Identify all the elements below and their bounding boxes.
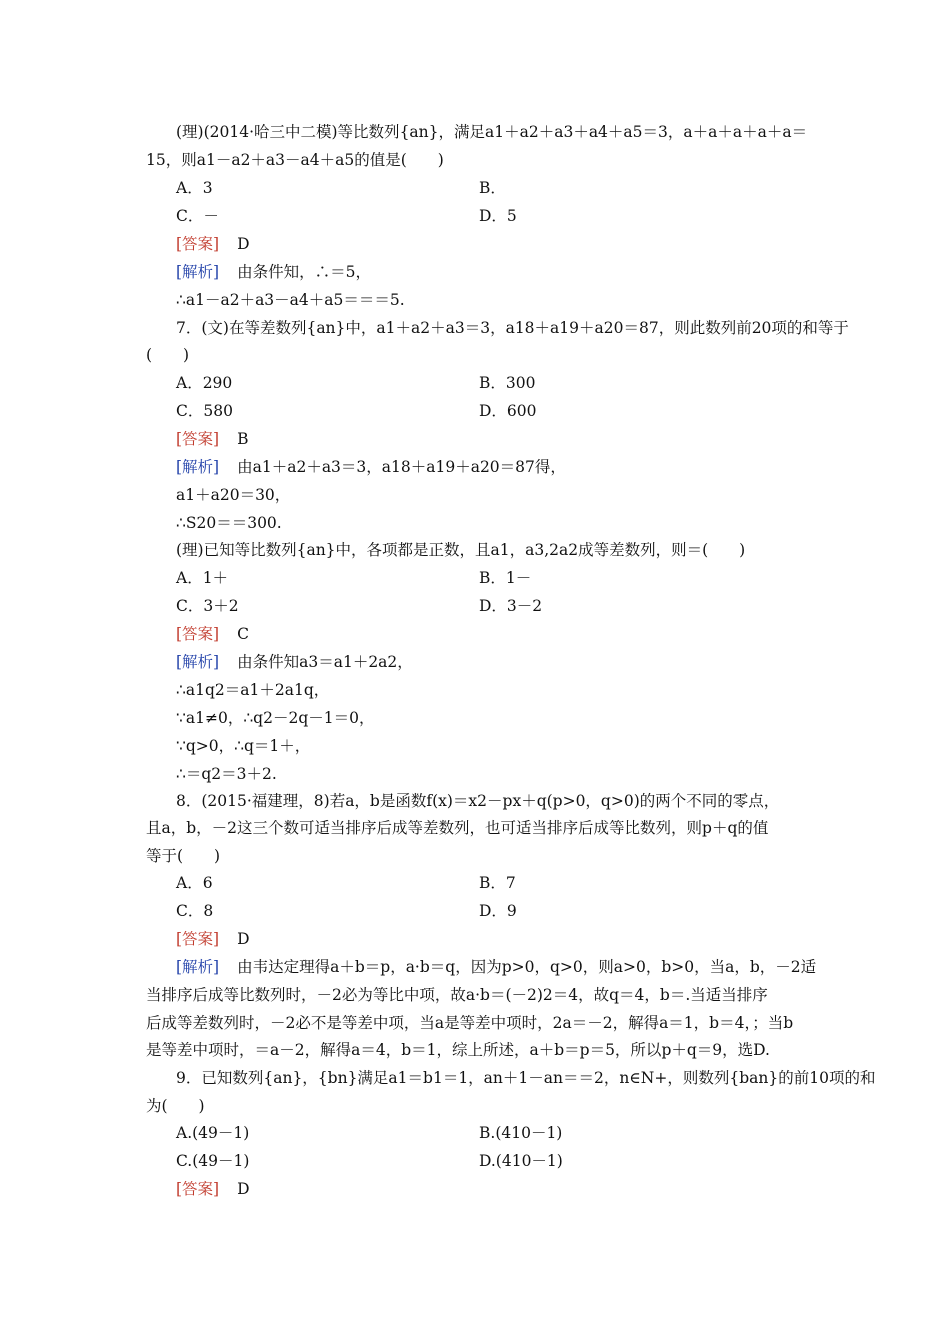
answer-tag: [答案] [176,930,220,948]
option-b: B．7 [479,874,516,892]
option-c: C．580 [176,402,233,420]
option-c: C．8 [176,902,214,920]
answer-value: D [237,930,250,948]
question-text: 且a，b，－2这三个数可适当排序后成等差数列，也可适当排序后成等比数列，则p＋q的值 [146,819,769,837]
analysis-line [176,957,816,977]
option-c: C.(49－1) [176,1152,250,1170]
option-d: D．3－2 [479,597,543,615]
question-text: 15，则a1－a2＋a3－a4＋a5的值是( ) [146,151,444,169]
option-a: A．3 [176,179,213,197]
answer-tag: [答案] [176,1180,220,1198]
analysis-text: 后成等差数列时，－2必不是等差中项，当a是等差中项时，2a＝－2，解得a＝1，b＝4，；当b [146,1014,794,1032]
option-d: D.(410－1) [479,1152,563,1170]
analysis-tag: [解析] [176,458,220,476]
question-text: 7．(文)在等差数列{an}中，a1＋a2＋a3＝3，a18＋a19＋a20＝87，则此数列前20项的和等于 [176,319,849,337]
option-a: A.(49－1) [176,1124,250,1142]
analysis-line [176,457,566,477]
option-c: C．－ [176,207,219,225]
analysis-text: 由韦达定理得a＋b＝p，a·b＝q，因为p>0，q>0，则a>0，b>0，当a，b，－2适 [237,958,817,976]
answer-value: D [237,1180,250,1198]
option-b: B．300 [479,374,536,392]
analysis-text: ∴a1q2＝a1＋2a1q， [176,681,330,699]
answer-tag: [答案] [176,625,220,643]
question-text: ( ) [146,346,190,364]
analysis-line [176,652,413,672]
analysis-text: 由条件知a3＝a1＋2a2， [237,653,413,671]
analysis-text: 由a1＋a2＋a3＝3，a18＋a19＋a20＝87得， [237,458,566,476]
analysis-tag: [解析] [176,263,220,281]
option-b: B.(410－1) [479,1124,563,1142]
answer-line [176,234,250,254]
question-text: 为( ) [146,1097,205,1115]
analysis-text: ∴a1－a2＋a3－a4＋a5＝＝＝5. [176,291,405,309]
analysis-tag: [解析] [176,958,220,976]
option-b: B． [479,179,506,197]
analysis-tag: [解析] [176,653,220,671]
option-a: A．1＋ [176,569,229,587]
analysis-text: ∴S20＝＝300. [176,514,282,532]
option-b: B．1－ [479,569,532,587]
answer-tag: [答案] [176,235,220,253]
question-text: 9．已知数列{an}，{bn}满足a1＝b1＝1，an＋1－an＝＝2，n∈N+，则数列{ban}的前10项的和 [176,1069,876,1087]
answer-value: D [237,235,250,253]
answer-line [176,624,249,644]
answer-line [176,1179,250,1199]
option-a: A．290 [176,374,233,392]
analysis-text: 是等差中项时，＝a－2，解得a＝4，b＝1，综上所述，a＋b＝p＝5，所以p＋q＝9，选D. [146,1041,770,1059]
analysis-text: 当排序后成等比数列时，－2必为等比中项，故a·b＝(－2)2＝4，故q＝4，b＝.当适当排序 [146,986,768,1004]
question-text: 8．(2015·福建理，8)若a，b是函数f(x)＝x2－px＋q(p>0，q>0)的两个不同的零点， [176,792,780,810]
answer-line [176,929,250,949]
question-text: 等于( ) [146,847,221,865]
question-text: (理)已知等比数列{an}中，各项都是正数，且a1，a3,2a2成等差数列，则＝( ) [176,541,746,559]
option-c: C．3＋2 [176,597,239,615]
question-text: (理)(2014·哈三中二模)等比数列{an}，满足a1＋a2＋a3＋a4＋a5＝3，a＋a＋a＋a＋a＝ [176,123,808,141]
analysis-text: 由条件知，∴＝5， [237,263,371,281]
answer-tag: [答案] [176,430,220,448]
analysis-text: ∴＝q2＝3＋2. [176,765,277,783]
option-a: A．6 [176,874,213,892]
answer-value: C [237,625,249,643]
option-d: D．5 [479,207,517,225]
analysis-text: a1＋a20＝30， [176,486,291,504]
analysis-line [176,262,371,282]
option-d: D．600 [479,402,537,420]
answer-line [176,429,249,449]
answer-value: B [237,430,249,448]
option-d: D．9 [479,902,517,920]
analysis-text: ∵q>0，∴q＝1＋， [176,737,311,755]
analysis-text: ∵a1≠0，∴q2－2q－1＝0， [176,709,375,727]
